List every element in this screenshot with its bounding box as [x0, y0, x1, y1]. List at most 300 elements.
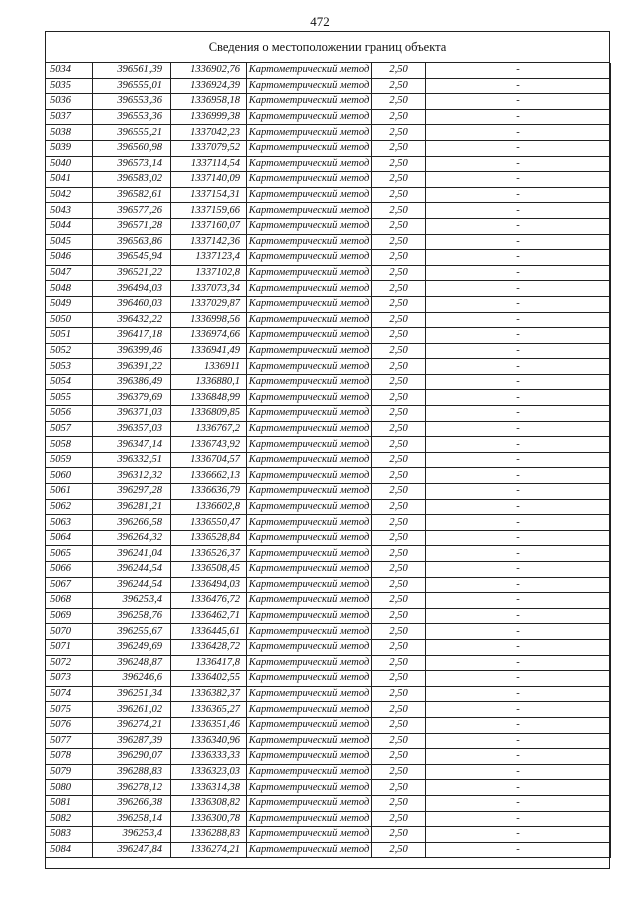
- note-cell: -: [426, 234, 611, 250]
- x-coordinate-cell: 396347,14: [93, 437, 171, 453]
- accuracy-cell: 2,50: [372, 452, 426, 468]
- table-row: [46, 187, 611, 203]
- note-cell: -: [426, 639, 611, 655]
- point-number-cell: 5077: [46, 733, 93, 749]
- point-number-cell: 5044: [46, 218, 93, 234]
- table-row: [46, 109, 611, 125]
- x-coordinate-cell: 396555,01: [93, 78, 171, 94]
- point-number-cell: 5049: [46, 296, 93, 312]
- accuracy-cell: 2,50: [372, 593, 426, 609]
- method-cell: Картометрический метод: [247, 281, 372, 297]
- accuracy-cell: 2,50: [372, 94, 426, 110]
- y-coordinate-cell: 1336300,78: [171, 811, 247, 827]
- method-cell: Картометрический метод: [247, 562, 372, 578]
- y-coordinate-cell: 1337140,09: [171, 172, 247, 188]
- note-cell: -: [426, 702, 611, 718]
- point-number-cell: 5050: [46, 312, 93, 328]
- page-number: 472: [310, 14, 330, 29]
- accuracy-cell: 2,50: [372, 328, 426, 344]
- y-coordinate-cell: 1336323,03: [171, 764, 247, 780]
- point-number-cell: 5046: [46, 250, 93, 266]
- accuracy-cell: 2,50: [372, 234, 426, 250]
- note-cell: -: [426, 328, 611, 344]
- method-cell: Картометрический метод: [247, 328, 372, 344]
- note-cell: -: [426, 733, 611, 749]
- note-cell: -: [426, 218, 611, 234]
- y-coordinate-cell: 1337042,23: [171, 125, 247, 141]
- accuracy-cell: 2,50: [372, 265, 426, 281]
- point-number-cell: 5055: [46, 390, 93, 406]
- x-coordinate-cell: 396264,32: [93, 530, 171, 546]
- y-coordinate-cell: 1336340,96: [171, 733, 247, 749]
- table-row: [46, 343, 611, 359]
- x-coordinate-cell: 396494,03: [93, 281, 171, 297]
- accuracy-cell: 2,50: [372, 655, 426, 671]
- method-cell: Картометрический метод: [247, 437, 372, 453]
- table-row: [46, 484, 611, 500]
- method-cell: Картометрический метод: [247, 608, 372, 624]
- point-number-cell: 5051: [46, 328, 93, 344]
- table-body: [46, 63, 611, 858]
- x-coordinate-cell: 396244,54: [93, 562, 171, 578]
- boundary-coordinates-table: [45, 63, 611, 858]
- table-row: [46, 608, 611, 624]
- y-coordinate-cell: 1337114,54: [171, 156, 247, 172]
- y-coordinate-cell: 1336602,8: [171, 499, 247, 515]
- accuracy-cell: 2,50: [372, 172, 426, 188]
- point-number-cell: 5084: [46, 842, 93, 858]
- note-cell: -: [426, 125, 611, 141]
- y-coordinate-cell: 1337073,34: [171, 281, 247, 297]
- method-cell: Картометрический метод: [247, 218, 372, 234]
- table-row: [46, 125, 611, 141]
- accuracy-cell: 2,50: [372, 639, 426, 655]
- y-coordinate-cell: 1336476,72: [171, 593, 247, 609]
- point-number-cell: 5075: [46, 702, 93, 718]
- y-coordinate-cell: 1336417,8: [171, 655, 247, 671]
- note-cell: -: [426, 780, 611, 796]
- point-number-cell: 5059: [46, 452, 93, 468]
- method-cell: Картометрический метод: [247, 749, 372, 765]
- x-coordinate-cell: 396391,22: [93, 359, 171, 375]
- note-cell: -: [426, 530, 611, 546]
- method-cell: Картометрический метод: [247, 686, 372, 702]
- accuracy-cell: 2,50: [372, 671, 426, 687]
- table-row: [46, 749, 611, 765]
- x-coordinate-cell: 396258,76: [93, 608, 171, 624]
- table-caption: Сведения о местоположении границ объекта: [46, 32, 609, 63]
- note-cell: -: [426, 624, 611, 640]
- note-cell: -: [426, 484, 611, 500]
- y-coordinate-cell: 1336314,38: [171, 780, 247, 796]
- x-coordinate-cell: 396274,21: [93, 717, 171, 733]
- x-coordinate-cell: 396281,21: [93, 499, 171, 515]
- table-row: [46, 671, 611, 687]
- point-number-cell: 5076: [46, 717, 93, 733]
- note-cell: -: [426, 172, 611, 188]
- table-row: [46, 406, 611, 422]
- accuracy-cell: 2,50: [372, 343, 426, 359]
- table-row: [46, 234, 611, 250]
- x-coordinate-cell: 396266,38: [93, 795, 171, 811]
- point-number-cell: 5054: [46, 374, 93, 390]
- accuracy-cell: 2,50: [372, 468, 426, 484]
- table-row: [46, 624, 611, 640]
- accuracy-cell: 2,50: [372, 109, 426, 125]
- boundary-table-frame: [45, 31, 610, 869]
- accuracy-cell: 2,50: [372, 390, 426, 406]
- method-cell: Картометрический метод: [247, 811, 372, 827]
- y-coordinate-cell: 1336351,46: [171, 717, 247, 733]
- x-coordinate-cell: 396357,03: [93, 421, 171, 437]
- x-coordinate-cell: 396246,6: [93, 671, 171, 687]
- x-coordinate-cell: 396248,87: [93, 655, 171, 671]
- point-number-cell: 5065: [46, 546, 93, 562]
- y-coordinate-cell: 1337160,07: [171, 218, 247, 234]
- y-coordinate-cell: 1336508,45: [171, 562, 247, 578]
- point-number-cell: 5062: [46, 499, 93, 515]
- note-cell: -: [426, 764, 611, 780]
- table-row: [46, 780, 611, 796]
- note-cell: -: [426, 717, 611, 733]
- x-coordinate-cell: 396560,98: [93, 140, 171, 156]
- table-row: [46, 546, 611, 562]
- x-coordinate-cell: 396553,36: [93, 109, 171, 125]
- x-coordinate-cell: 396555,21: [93, 125, 171, 141]
- x-coordinate-cell: 396290,07: [93, 749, 171, 765]
- x-coordinate-cell: 396266,58: [93, 515, 171, 531]
- accuracy-cell: 2,50: [372, 421, 426, 437]
- x-coordinate-cell: 396460,03: [93, 296, 171, 312]
- accuracy-cell: 2,50: [372, 359, 426, 375]
- x-coordinate-cell: 396241,04: [93, 546, 171, 562]
- table-row: [46, 515, 611, 531]
- method-cell: Картометрический метод: [247, 140, 372, 156]
- point-number-cell: 5058: [46, 437, 93, 453]
- y-coordinate-cell: 1337029,87: [171, 296, 247, 312]
- x-coordinate-cell: 396312,32: [93, 468, 171, 484]
- note-cell: -: [426, 437, 611, 453]
- accuracy-cell: 2,50: [372, 764, 426, 780]
- y-coordinate-cell: 1336941,49: [171, 343, 247, 359]
- table-row: [46, 811, 611, 827]
- x-coordinate-cell: 396386,49: [93, 374, 171, 390]
- point-number-cell: 5056: [46, 406, 93, 422]
- method-cell: Картометрический метод: [247, 234, 372, 250]
- method-cell: Картометрический метод: [247, 530, 372, 546]
- y-coordinate-cell: 1336462,71: [171, 608, 247, 624]
- y-coordinate-cell: 1336333,33: [171, 749, 247, 765]
- x-coordinate-cell: 396545,94: [93, 250, 171, 266]
- method-cell: Картометрический метод: [247, 172, 372, 188]
- method-cell: Картометрический метод: [247, 499, 372, 515]
- method-cell: Картометрический метод: [247, 468, 372, 484]
- note-cell: -: [426, 296, 611, 312]
- y-coordinate-cell: 1336958,18: [171, 94, 247, 110]
- x-coordinate-cell: 396253,4: [93, 593, 171, 609]
- table-row: [46, 94, 611, 110]
- accuracy-cell: 2,50: [372, 406, 426, 422]
- accuracy-cell: 2,50: [372, 140, 426, 156]
- point-number-cell: 5057: [46, 421, 93, 437]
- x-coordinate-cell: 396553,36: [93, 94, 171, 110]
- method-cell: Картометрический метод: [247, 733, 372, 749]
- point-number-cell: 5035: [46, 78, 93, 94]
- method-cell: Картометрический метод: [247, 296, 372, 312]
- y-coordinate-cell: 1336550,47: [171, 515, 247, 531]
- table-row: [46, 499, 611, 515]
- accuracy-cell: 2,50: [372, 795, 426, 811]
- method-cell: Картометрический метод: [247, 156, 372, 172]
- note-cell: -: [426, 359, 611, 375]
- note-cell: -: [426, 312, 611, 328]
- method-cell: Картометрический метод: [247, 577, 372, 593]
- y-coordinate-cell: 1336767,2: [171, 421, 247, 437]
- y-coordinate-cell: 1336662,13: [171, 468, 247, 484]
- accuracy-cell: 2,50: [372, 312, 426, 328]
- point-number-cell: 5052: [46, 343, 93, 359]
- accuracy-cell: 2,50: [372, 577, 426, 593]
- note-cell: -: [426, 406, 611, 422]
- y-coordinate-cell: 1336494,03: [171, 577, 247, 593]
- point-number-cell: 5082: [46, 811, 93, 827]
- y-coordinate-cell: 1336974,66: [171, 328, 247, 344]
- point-number-cell: 5045: [46, 234, 93, 250]
- table-row: [46, 265, 611, 281]
- x-coordinate-cell: 396573,14: [93, 156, 171, 172]
- table-row: [46, 827, 611, 843]
- y-coordinate-cell: 1337102,8: [171, 265, 247, 281]
- method-cell: Картометрический метод: [247, 78, 372, 94]
- point-number-cell: 5041: [46, 172, 93, 188]
- y-coordinate-cell: 1336998,56: [171, 312, 247, 328]
- table-row: [46, 390, 611, 406]
- table-row: [46, 593, 611, 609]
- x-coordinate-cell: 396249,69: [93, 639, 171, 655]
- x-coordinate-cell: 396261,02: [93, 702, 171, 718]
- table-row: [46, 312, 611, 328]
- method-cell: Картометрический метод: [247, 125, 372, 141]
- table-row: [46, 156, 611, 172]
- note-cell: -: [426, 655, 611, 671]
- point-number-cell: 5047: [46, 265, 93, 281]
- x-coordinate-cell: 396255,67: [93, 624, 171, 640]
- x-coordinate-cell: 396371,03: [93, 406, 171, 422]
- method-cell: Картометрический метод: [247, 515, 372, 531]
- point-number-cell: 5066: [46, 562, 93, 578]
- point-number-cell: 5064: [46, 530, 93, 546]
- y-coordinate-cell: 1336911: [171, 359, 247, 375]
- table-row: [46, 702, 611, 718]
- note-cell: -: [426, 515, 611, 531]
- table-row: [46, 140, 611, 156]
- accuracy-cell: 2,50: [372, 608, 426, 624]
- table-row: [46, 733, 611, 749]
- point-number-cell: 5048: [46, 281, 93, 297]
- point-number-cell: 5039: [46, 140, 93, 156]
- x-coordinate-cell: 396287,39: [93, 733, 171, 749]
- method-cell: Картометрический метод: [247, 390, 372, 406]
- method-cell: Картометрический метод: [247, 795, 372, 811]
- point-number-cell: 5081: [46, 795, 93, 811]
- accuracy-cell: 2,50: [372, 530, 426, 546]
- method-cell: Картометрический метод: [247, 671, 372, 687]
- y-coordinate-cell: 1337123,4: [171, 250, 247, 266]
- method-cell: Картометрический метод: [247, 94, 372, 110]
- method-cell: Картометрический метод: [247, 203, 372, 219]
- table-row: [46, 421, 611, 437]
- point-number-cell: 5078: [46, 749, 93, 765]
- note-cell: -: [426, 499, 611, 515]
- note-cell: -: [426, 265, 611, 281]
- point-number-cell: 5036: [46, 94, 93, 110]
- accuracy-cell: 2,50: [372, 78, 426, 94]
- x-coordinate-cell: 396561,39: [93, 63, 171, 78]
- y-coordinate-cell: 1336288,83: [171, 827, 247, 843]
- x-coordinate-cell: 396247,84: [93, 842, 171, 858]
- table-row: [46, 374, 611, 390]
- point-number-cell: 5040: [46, 156, 93, 172]
- accuracy-cell: 2,50: [372, 562, 426, 578]
- note-cell: -: [426, 452, 611, 468]
- note-cell: -: [426, 842, 611, 858]
- y-coordinate-cell: 1337159,66: [171, 203, 247, 219]
- y-coordinate-cell: 1336636,79: [171, 484, 247, 500]
- x-coordinate-cell: 396521,22: [93, 265, 171, 281]
- table-row: [46, 78, 611, 94]
- y-coordinate-cell: 1336848,99: [171, 390, 247, 406]
- table-row: [46, 468, 611, 484]
- table-row: [46, 359, 611, 375]
- note-cell: -: [426, 343, 611, 359]
- accuracy-cell: 2,50: [372, 749, 426, 765]
- accuracy-cell: 2,50: [372, 374, 426, 390]
- x-coordinate-cell: 396583,02: [93, 172, 171, 188]
- x-coordinate-cell: 396577,26: [93, 203, 171, 219]
- y-coordinate-cell: 1336445,61: [171, 624, 247, 640]
- method-cell: Картометрический метод: [247, 842, 372, 858]
- note-cell: -: [426, 468, 611, 484]
- x-coordinate-cell: 396278,12: [93, 780, 171, 796]
- y-coordinate-cell: 1336428,72: [171, 639, 247, 655]
- accuracy-cell: 2,50: [372, 63, 426, 78]
- table-row: [46, 172, 611, 188]
- method-cell: Картометрический метод: [247, 312, 372, 328]
- method-cell: Картометрический метод: [247, 187, 372, 203]
- y-coordinate-cell: 1336924,39: [171, 78, 247, 94]
- point-number-cell: 5070: [46, 624, 93, 640]
- x-coordinate-cell: 396432,22: [93, 312, 171, 328]
- method-cell: Картометрический метод: [247, 359, 372, 375]
- y-coordinate-cell: 1336382,37: [171, 686, 247, 702]
- y-coordinate-cell: 1337154,31: [171, 187, 247, 203]
- x-coordinate-cell: 396253,4: [93, 827, 171, 843]
- table-row: [46, 577, 611, 593]
- table-row: [46, 530, 611, 546]
- table-row: [46, 63, 611, 78]
- x-coordinate-cell: 396379,69: [93, 390, 171, 406]
- table-row: [46, 655, 611, 671]
- method-cell: Картометрический метод: [247, 717, 372, 733]
- table-row: [46, 281, 611, 297]
- accuracy-cell: 2,50: [372, 780, 426, 796]
- note-cell: -: [426, 94, 611, 110]
- method-cell: Картометрический метод: [247, 639, 372, 655]
- method-cell: Картометрический метод: [247, 484, 372, 500]
- table-row: [46, 296, 611, 312]
- note-cell: -: [426, 63, 611, 78]
- y-coordinate-cell: 1336743,92: [171, 437, 247, 453]
- accuracy-cell: 2,50: [372, 842, 426, 858]
- table-row: [46, 203, 611, 219]
- x-coordinate-cell: 396399,46: [93, 343, 171, 359]
- note-cell: -: [426, 671, 611, 687]
- point-number-cell: 5074: [46, 686, 93, 702]
- accuracy-cell: 2,50: [372, 515, 426, 531]
- note-cell: -: [426, 593, 611, 609]
- note-cell: -: [426, 250, 611, 266]
- y-coordinate-cell: 1336402,55: [171, 671, 247, 687]
- method-cell: Картометрический метод: [247, 780, 372, 796]
- accuracy-cell: 2,50: [372, 203, 426, 219]
- table-row: [46, 218, 611, 234]
- method-cell: Картометрический метод: [247, 250, 372, 266]
- note-cell: -: [426, 140, 611, 156]
- y-coordinate-cell: 1336809,85: [171, 406, 247, 422]
- point-number-cell: 5079: [46, 764, 93, 780]
- note-cell: -: [426, 421, 611, 437]
- accuracy-cell: 2,50: [372, 686, 426, 702]
- note-cell: -: [426, 78, 611, 94]
- method-cell: Картометрический метод: [247, 593, 372, 609]
- x-coordinate-cell: 396563,86: [93, 234, 171, 250]
- accuracy-cell: 2,50: [372, 717, 426, 733]
- y-coordinate-cell: 1336308,82: [171, 795, 247, 811]
- accuracy-cell: 2,50: [372, 156, 426, 172]
- accuracy-cell: 2,50: [372, 733, 426, 749]
- table-row: [46, 686, 611, 702]
- point-number-cell: 5037: [46, 109, 93, 125]
- point-number-cell: 5043: [46, 203, 93, 219]
- note-cell: -: [426, 203, 611, 219]
- method-cell: Картометрический метод: [247, 374, 372, 390]
- point-number-cell: 5072: [46, 655, 93, 671]
- y-coordinate-cell: 1336999,38: [171, 109, 247, 125]
- point-number-cell: 5067: [46, 577, 93, 593]
- point-number-cell: 5038: [46, 125, 93, 141]
- accuracy-cell: 2,50: [372, 281, 426, 297]
- method-cell: Картометрический метод: [247, 546, 372, 562]
- accuracy-cell: 2,50: [372, 827, 426, 843]
- table-row: [46, 250, 611, 266]
- x-coordinate-cell: 396417,18: [93, 328, 171, 344]
- note-cell: -: [426, 374, 611, 390]
- point-number-cell: 5068: [46, 593, 93, 609]
- accuracy-cell: 2,50: [372, 702, 426, 718]
- point-number-cell: 5083: [46, 827, 93, 843]
- note-cell: -: [426, 827, 611, 843]
- table-row: [46, 795, 611, 811]
- point-number-cell: 5069: [46, 608, 93, 624]
- accuracy-cell: 2,50: [372, 624, 426, 640]
- x-coordinate-cell: 396251,34: [93, 686, 171, 702]
- table-row: [46, 328, 611, 344]
- table-row: [46, 717, 611, 733]
- y-coordinate-cell: 1336274,21: [171, 842, 247, 858]
- y-coordinate-cell: 1336880,1: [171, 374, 247, 390]
- note-cell: -: [426, 156, 611, 172]
- accuracy-cell: 2,50: [372, 250, 426, 266]
